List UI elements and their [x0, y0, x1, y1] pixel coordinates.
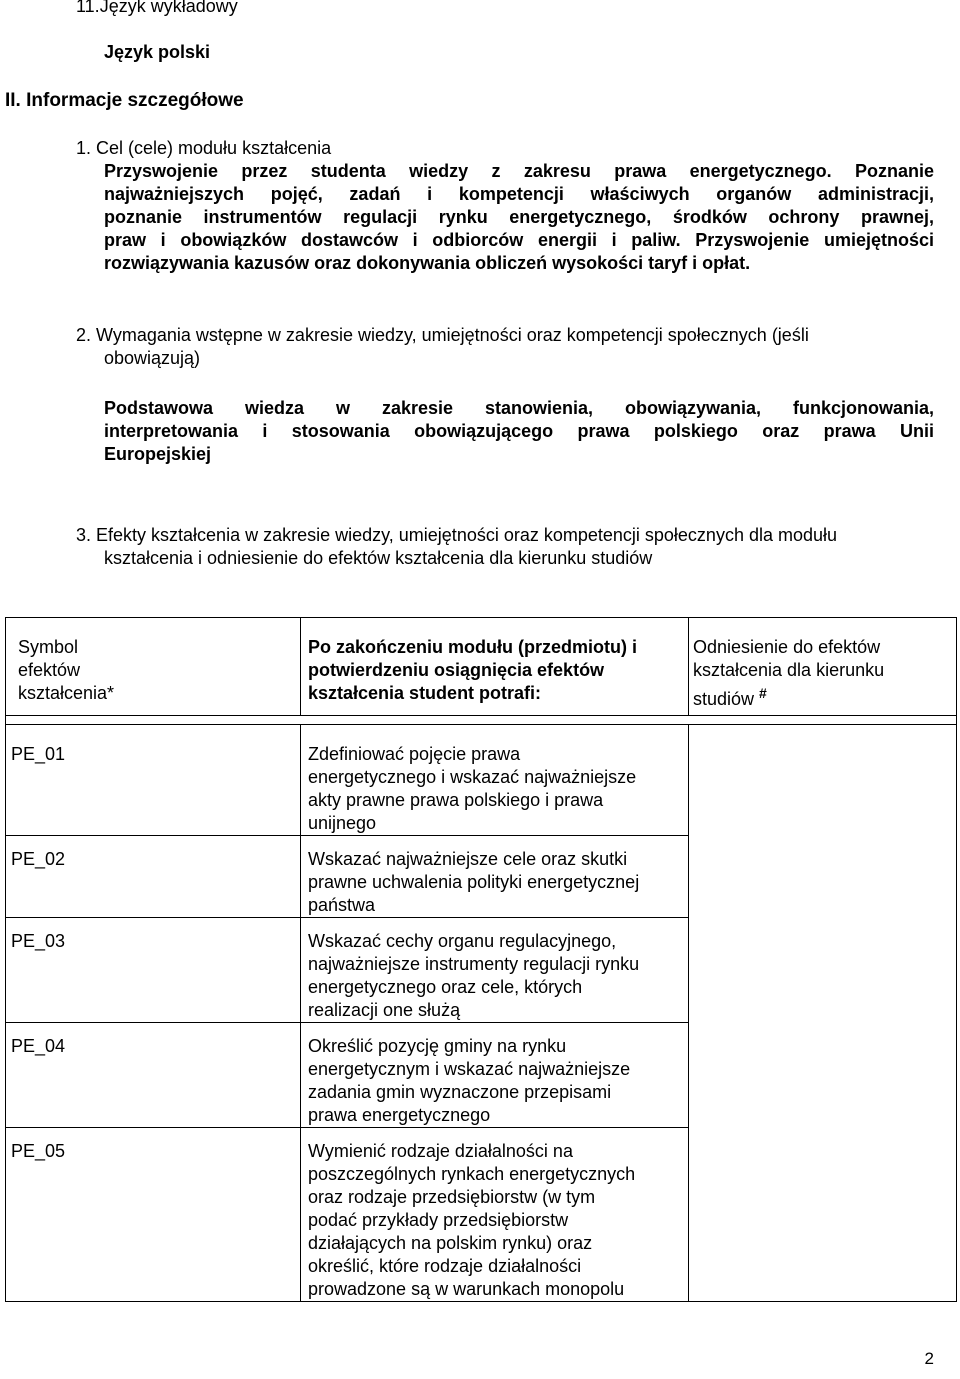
- row-outcome: [301, 725, 689, 836]
- row-symbol: PE_05: [6, 1128, 301, 1302]
- row-outcome: [301, 1023, 689, 1128]
- row-outcome-line: prawne uchwalenia polityki energetycznej: [308, 872, 640, 892]
- page-number: 2: [924, 1349, 934, 1368]
- table-spacer-row: [6, 716, 957, 725]
- section-11-title: Język wykładowy: [99, 0, 238, 16]
- row-symbol: PE_02: [6, 836, 301, 918]
- header-symbol: [6, 618, 301, 716]
- header-reference-line: Odniesienie do efektów: [693, 637, 881, 657]
- section-1-line: Przyswojenie przez studenta wiedzy z zakresu prawa energetycznego. Poznanie: [104, 161, 934, 181]
- learning-outcomes-table: [5, 617, 957, 1302]
- row-reference-empty: [689, 725, 957, 1302]
- row-symbol: PE_01: [6, 725, 301, 836]
- header-symbol-line: efektów: [18, 660, 81, 680]
- section-2-line: Europejskiej: [104, 444, 212, 464]
- row-outcome-line: Wymienić rodzaje działalności na: [308, 1141, 573, 1161]
- row-outcome: [301, 1128, 689, 1302]
- row-outcome-line: Określić pozycję gminy na rynku: [308, 1036, 567, 1056]
- row-outcome-line: Zdefiniować pojęcie prawa: [308, 744, 521, 764]
- header-reference: [689, 618, 957, 716]
- section-2-heading-line: obowiązują): [104, 348, 201, 368]
- header-symbol-line: Symbol: [18, 637, 79, 657]
- section-2-line: interpretowania i stosowania obowiązującego prawa polskiego oraz prawa Unii: [104, 421, 934, 441]
- header-symbol-line: kształcenia*: [18, 683, 115, 703]
- row-outcome-line: najważniejsze instrumenty regulacji rynku: [308, 954, 640, 974]
- section-2-body: [104, 397, 934, 466]
- row-outcome-line: akty prawne prawa polskiego i prawa: [308, 790, 604, 810]
- section-2-heading: [76, 324, 809, 370]
- row-symbol: PE_03: [6, 918, 301, 1023]
- header-outcome-line: potwierdzeniu osiągnięcia efektów: [308, 660, 605, 680]
- row-outcome-line: Wskazać cechy organu regulacyjnego,: [308, 931, 617, 951]
- row-outcome-line: prowadzone są w warunkach monopolu: [308, 1279, 625, 1299]
- header-outcome: [301, 618, 689, 716]
- row-outcome-line: zadania gmin wyznaczone przepisami: [308, 1082, 612, 1102]
- section-11-heading: [76, 0, 238, 18]
- header-reference-line: kształcenia dla kierunku: [693, 660, 885, 680]
- section-1-line: najważniejszych pojęć, zadań i kompetencji właściwych organów administracji,: [104, 184, 934, 204]
- row-symbol: PE_04: [6, 1023, 301, 1128]
- section-3-heading: [76, 524, 837, 570]
- section-2-heading-line: 2. Wymagania wstępne w zakresie wiedzy, umiejętności oraz kompetencji społecznych (jeśli: [76, 325, 809, 345]
- row-outcome-line: energetycznego i wskazać najważniejsze: [308, 767, 637, 787]
- row-outcome-line: Wskazać najważniejsze cele oraz skutki: [308, 849, 628, 869]
- row-outcome-line: energetycznym i wskazać najważniejsze: [308, 1059, 631, 1079]
- row-outcome-line: poszczególnych rynkach energetycznych: [308, 1164, 636, 1184]
- section-3-heading-line: 3. Efekty kształcenia w zakresie wiedzy, umiejętności oraz kompetencji społecznych dla modułu: [76, 525, 838, 545]
- header-reference-line: studiów: [693, 689, 755, 709]
- row-outcome-line: realizacji one służą: [308, 1000, 461, 1020]
- reference-footnote-mark: #: [759, 685, 767, 701]
- header-outcome-line: kształcenia student potrafi:: [308, 683, 542, 703]
- row-outcome-line: unijnego: [308, 813, 377, 833]
- header-outcome-line: Po zakończeniu modułu (przedmiotu) i: [308, 637, 638, 657]
- section-1-line: praw i obowiązków dostawców i odbiorców energii i paliw. Przyswojenie umiejętności: [104, 230, 934, 250]
- row-outcome-line: energetycznego oraz cele, których: [308, 977, 583, 997]
- section-11-number: 11.: [76, 0, 100, 16]
- section-3-heading-line: kształcenia i odniesienie do efektów kształcenia dla kierunku studiów: [104, 548, 653, 568]
- section-1-line: poznanie instrumentów regulacji rynku energetycznego, środków ochrony prawnej,: [104, 207, 934, 227]
- section-1-heading: 1. Cel (cele) modułu kształcenia: [76, 138, 332, 158]
- row-outcome: [301, 918, 689, 1023]
- row-outcome-line: określić, które rodzaje działalności: [308, 1256, 582, 1276]
- row-outcome-line: prawa energetycznego: [308, 1105, 491, 1125]
- row-outcome-line: oraz rodzaje przedsiębiorstw (w tym: [308, 1187, 596, 1207]
- row-outcome-line: państwa: [308, 895, 376, 915]
- row-outcome: [301, 836, 689, 918]
- row-outcome-line: działających na polskim rynku) oraz: [308, 1233, 593, 1253]
- row-outcome-line: podać przykłady przedsiębiorstw: [308, 1210, 569, 1230]
- section-2-line: Podstawowa wiedza w zakresie stanowienia, obowiązywania, funkcjonowania,: [104, 398, 934, 418]
- part-2-heading: II. Informacje szczegółowe: [5, 90, 244, 111]
- section-11-value: Język polski: [104, 42, 211, 62]
- table-row: [6, 725, 957, 836]
- section-1-line: rozwiązywania kazusów oraz dokonywania obliczeń wysokości taryf i opłat.: [104, 253, 751, 273]
- section-1-body: [104, 160, 934, 275]
- table-header-row: [6, 618, 957, 716]
